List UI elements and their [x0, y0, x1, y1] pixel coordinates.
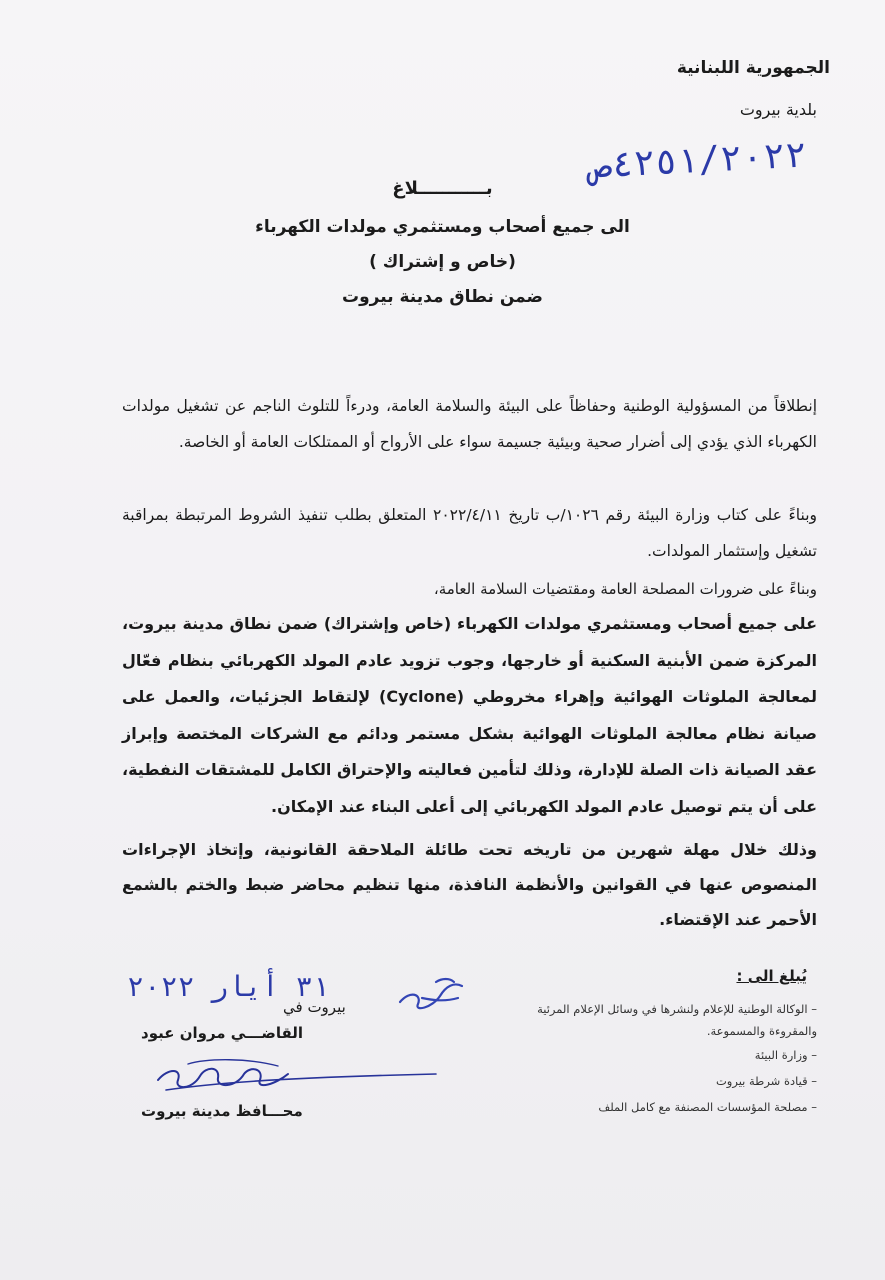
- distribution-list: [537, 998, 817, 1120]
- header-republic: الجمهورية اللبنانية: [676, 58, 830, 78]
- signature-place: بيروت في: [283, 998, 346, 1016]
- governor-signature: [148, 1054, 438, 1104]
- title-line-1: الى جميع أصحاب ومستثمري مولدات الكهرباء: [255, 217, 630, 237]
- distribution-item: – مصلحة المؤسسات المصنفة مع كامل الملف: [598, 1100, 817, 1114]
- signatory-name: القاضـــي مروان عبود: [141, 1024, 304, 1042]
- body-paragraph-5: وذلك خلال مهلة شهرين من تاريخه تحت طائلة الملاحقة القانونية، وإتخاذ الإجراءات المنصوص عنها في القوانين والأنظمة النافذة، منها تنظيم محاضر ضبط والختم بالشمع الأحمر عند الإقتضاء.: [122, 840, 817, 929]
- body-paragraph-2: وبناءً على كتاب وزارة البيئة رقم ١٠٢٦/ب تاريخ ٢٠٢٢/٤/١١ المتعلق بطلب تنفيذ الشروط المرتبطة بمراقبة تشغيل وإستثمار المولدات.: [122, 505, 818, 560]
- distribution-title: يُبلغ الى :: [736, 967, 807, 985]
- title-line-2: (خاص و إشتراك ): [369, 252, 516, 272]
- document-title: بـــــــــــلاغ: [392, 178, 493, 199]
- body-paragraph-4: على جميع أصحاب ومستثمري مولدات الكهرباء (خاص وإشتراك) ضمن نطاق مدينة بيروت، المركزة ضمن الأبنية السكنية أو خارجها، وجوب تزويد عادم المولد الكهربائي بنظام فعّال لمعالجة الملوثات الهوائية وإهراء مخروطي (Cyclone) لإلتقاط الجزئيات، والعمل على صيانة نظام معالجة الملوثات الهوائية بشكل مستمر ودائم مع الشركات المختصة وإبراز عقد الصيانة ذات الصلة للإدارة، وذلك لتأمين فعاليته والإحتراق الكامل للمشتقات النفطية، على أن يتم توصيل عادم المولد الكهربائي إلى أعلى البناء عند الإمكان.: [122, 614, 817, 816]
- body-paragraph-1: إنطلاقاً من المسؤولية الوطنية وحفاظاً على البيئة والسلامة العامة، ودرءاً للتلوث الناجم عن تشغيل مولدات الكهرباء الذي يؤدي إلى أضرار صحية وبيئية جسيمة سواء على الأرواح أو الممتلكات العامة أو الخاصة.: [122, 396, 817, 451]
- signatory-title: محـــافظ مدينة بيروت: [141, 1102, 303, 1120]
- body-paragraph-3: وبناءً على ضرورات المصلحة العامة ومقتضيات السلامة العامة،: [433, 580, 817, 598]
- handwritten-date: ٣١ أيار ٢٠٢٢: [127, 970, 330, 1003]
- initials-signature: [392, 972, 472, 1020]
- handwritten-reference-number: ٤٢٥١/٢٠٢٢ص: [589, 134, 808, 187]
- distribution-item: – وزارة البيئة: [754, 1048, 817, 1062]
- header-municipality: بلدية بيروت: [739, 100, 817, 119]
- distribution-item: – قيادة شرطة بيروت: [715, 1074, 817, 1088]
- distribution-item: – الوكالة الوطنية للإعلام ولنشرها في وسائل الإعلام المرئية والمقروءة والمسموعة.: [537, 1002, 817, 1038]
- title-line-3: ضمن نطاق مدينة بيروت: [342, 287, 543, 307]
